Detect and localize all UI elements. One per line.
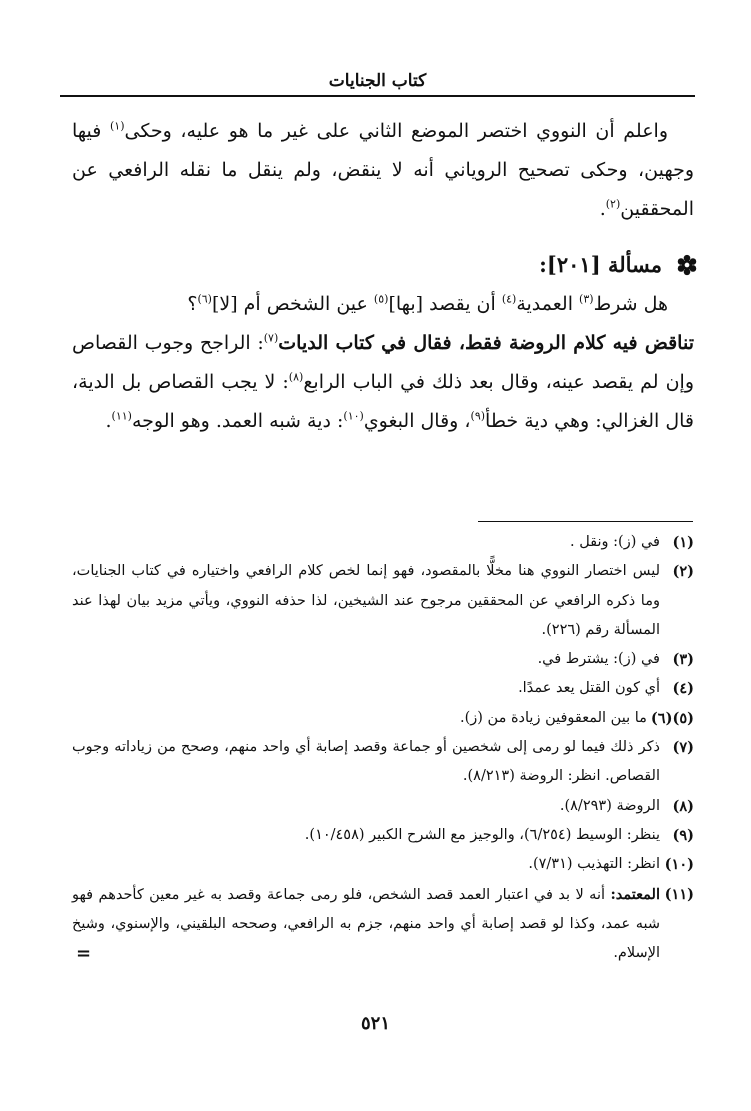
flower-ornament-icon (676, 254, 698, 276)
paragraph1-text-1: واعلم أن النووي اختصر الموضع الثاني على غير ما هو عليه، وحكى (124, 120, 668, 142)
footnote-8 (72, 792, 694, 821)
footnotes (72, 528, 694, 968)
footnote-ref-7[interactable]: (٧) (263, 331, 279, 345)
issue-label: مسألة [٢٠١]: (539, 252, 662, 277)
footnote-number: (٤) (672, 680, 694, 698)
footnote-text: الروضة (٨/٢٩٣). (559, 797, 660, 814)
footnote-ref-5[interactable]: (٥) (373, 292, 389, 306)
footnote-5-6 (72, 704, 694, 733)
footnote-10 (72, 850, 694, 879)
paragraph1-text-3: . (599, 198, 606, 220)
paragraph2-text-5: . (105, 410, 112, 432)
footnote-ref-1[interactable]: (١) (110, 119, 125, 133)
header-rule (60, 95, 695, 97)
footnote-number: (١٠) (664, 856, 694, 874)
footnote-text: أي كون القتل يعد عمدًا. (518, 680, 660, 697)
footnote-number: (١) (672, 534, 694, 551)
footnote-ref-2[interactable]: (٢) (605, 197, 621, 211)
footnote-text: ينظر: الوسيط (٦/٢٥٤)، والوجيز مع الشرح الكبير (١٠/٤٥٨). (304, 826, 660, 843)
footnote-text: انظر: التهذيب (٧/٣١). (528, 856, 660, 873)
footnote-text: ذكر ذلك فيما لو رمى إلى شخصين أو جماعة وقصد إصابة أي واحد منهم، وصحح من زياداته وجوب القصاص. انظر: الروضة (٨/٢١٣). (72, 739, 660, 785)
footnote-11 (72, 880, 694, 969)
footnote-ref-11[interactable]: (١١) (111, 409, 132, 423)
footnote-text: في (ز): ونقل . (569, 534, 660, 550)
footnote-ref-8[interactable]: (٨) (288, 370, 304, 384)
footnote-text: ليس اختصار النووي هنا مخلًّا بالمقصود، فهو إنما لخص كلام الرافعي واختياره في كتاب الجنايات، وما ذكره الرافعي عن المحققين مرجوح عند الشيخين، لذا حذفه النووي، ويأتي مزيد بيان لهذا عند المسألة رقم (٢٢٦). (72, 563, 660, 638)
footnote-number: (٥)(٦) (650, 709, 694, 727)
issue-question (72, 285, 694, 324)
paragraph2-text-2: : لا يجب القصاص بل الدية، قال الغزالي: وهي دية خطأ (72, 371, 694, 432)
page-number: ٥٢١ (360, 1013, 390, 1034)
paragraph-nawawi-summary (72, 112, 694, 229)
question-text-5: ؟ (187, 293, 198, 315)
footnote-1 (72, 528, 694, 557)
paragraph-contradiction (72, 324, 694, 441)
main-text (72, 112, 694, 441)
footnote-ref-6[interactable]: (٦) (197, 292, 212, 306)
footnote-number: (٨) (672, 797, 694, 815)
footnote-text (72, 880, 660, 969)
footnote-ref-9[interactable]: (٩) (470, 409, 486, 423)
question-text-3: أن يقصد [بها] (388, 293, 502, 315)
running-head: كتاب الجنايات (328, 71, 427, 91)
question-text-1: هل شرط (593, 293, 668, 315)
footnote-9 (72, 821, 694, 850)
continuation-mark: = (76, 943, 92, 965)
question-text-2: العمدية (516, 293, 580, 315)
footnote-2 (72, 557, 694, 645)
paragraph2-text-4: : دية شبه العمد. وهو الوجه (131, 410, 344, 432)
footnote-ref-4[interactable]: (٤) (501, 292, 517, 306)
paragraph1-text-2: فيها وجهين، وحكى تصحيح الروياني أنه لا ينقض، ولم ينقل ما نقله الرافعي عن المحققين (72, 120, 694, 220)
question-text-4: عين الشخص أم [لا] (211, 293, 374, 315)
footnote-number: (٧) (672, 739, 694, 757)
paragraph2-lead: تناقض فيه كلام الروضة فقط، فقال في كتاب الديات (278, 332, 694, 354)
issue-heading (72, 245, 694, 285)
paragraph2-text-3: ، وقال البغوي (363, 410, 471, 432)
footnote-ref-3[interactable]: (٣) (579, 292, 594, 306)
footnote-ref-10[interactable]: (١٠) (343, 409, 364, 423)
footnote-7 (72, 733, 694, 792)
footnote-number: (٣) (672, 651, 694, 669)
footnote-text: في (ز): يشترط في. (537, 651, 660, 668)
footnote-text: ما بين المعقوفين زيادة من (ز). (460, 709, 647, 726)
footnote-3 (72, 645, 694, 674)
footnote-number: (١١) (664, 885, 694, 903)
paragraph2-text-1: : الراجح وجوب القصاص وإن لم يقصد عينه، وقال بعد ذلك في الباب الرابع (72, 332, 694, 393)
footnote-4 (72, 674, 694, 703)
footnote-body: أنه لا بد في اعتبار العمد قصد الشخص، فلو رمى جماعة وقصد به غير معين كأحدهم فهو شبه عمد، وكذا لو قصد إصابة أي واحد منهم، جزم به الرافعي، وصححه البلقيني، والإسنوي، وشيخ الإسلام. (72, 886, 660, 962)
footnote-number: (٢) (672, 563, 694, 581)
footnote-number: (٩) (672, 826, 694, 844)
footnote-lead: المعتمد: (610, 885, 660, 903)
footnote-separator (478, 521, 693, 522)
